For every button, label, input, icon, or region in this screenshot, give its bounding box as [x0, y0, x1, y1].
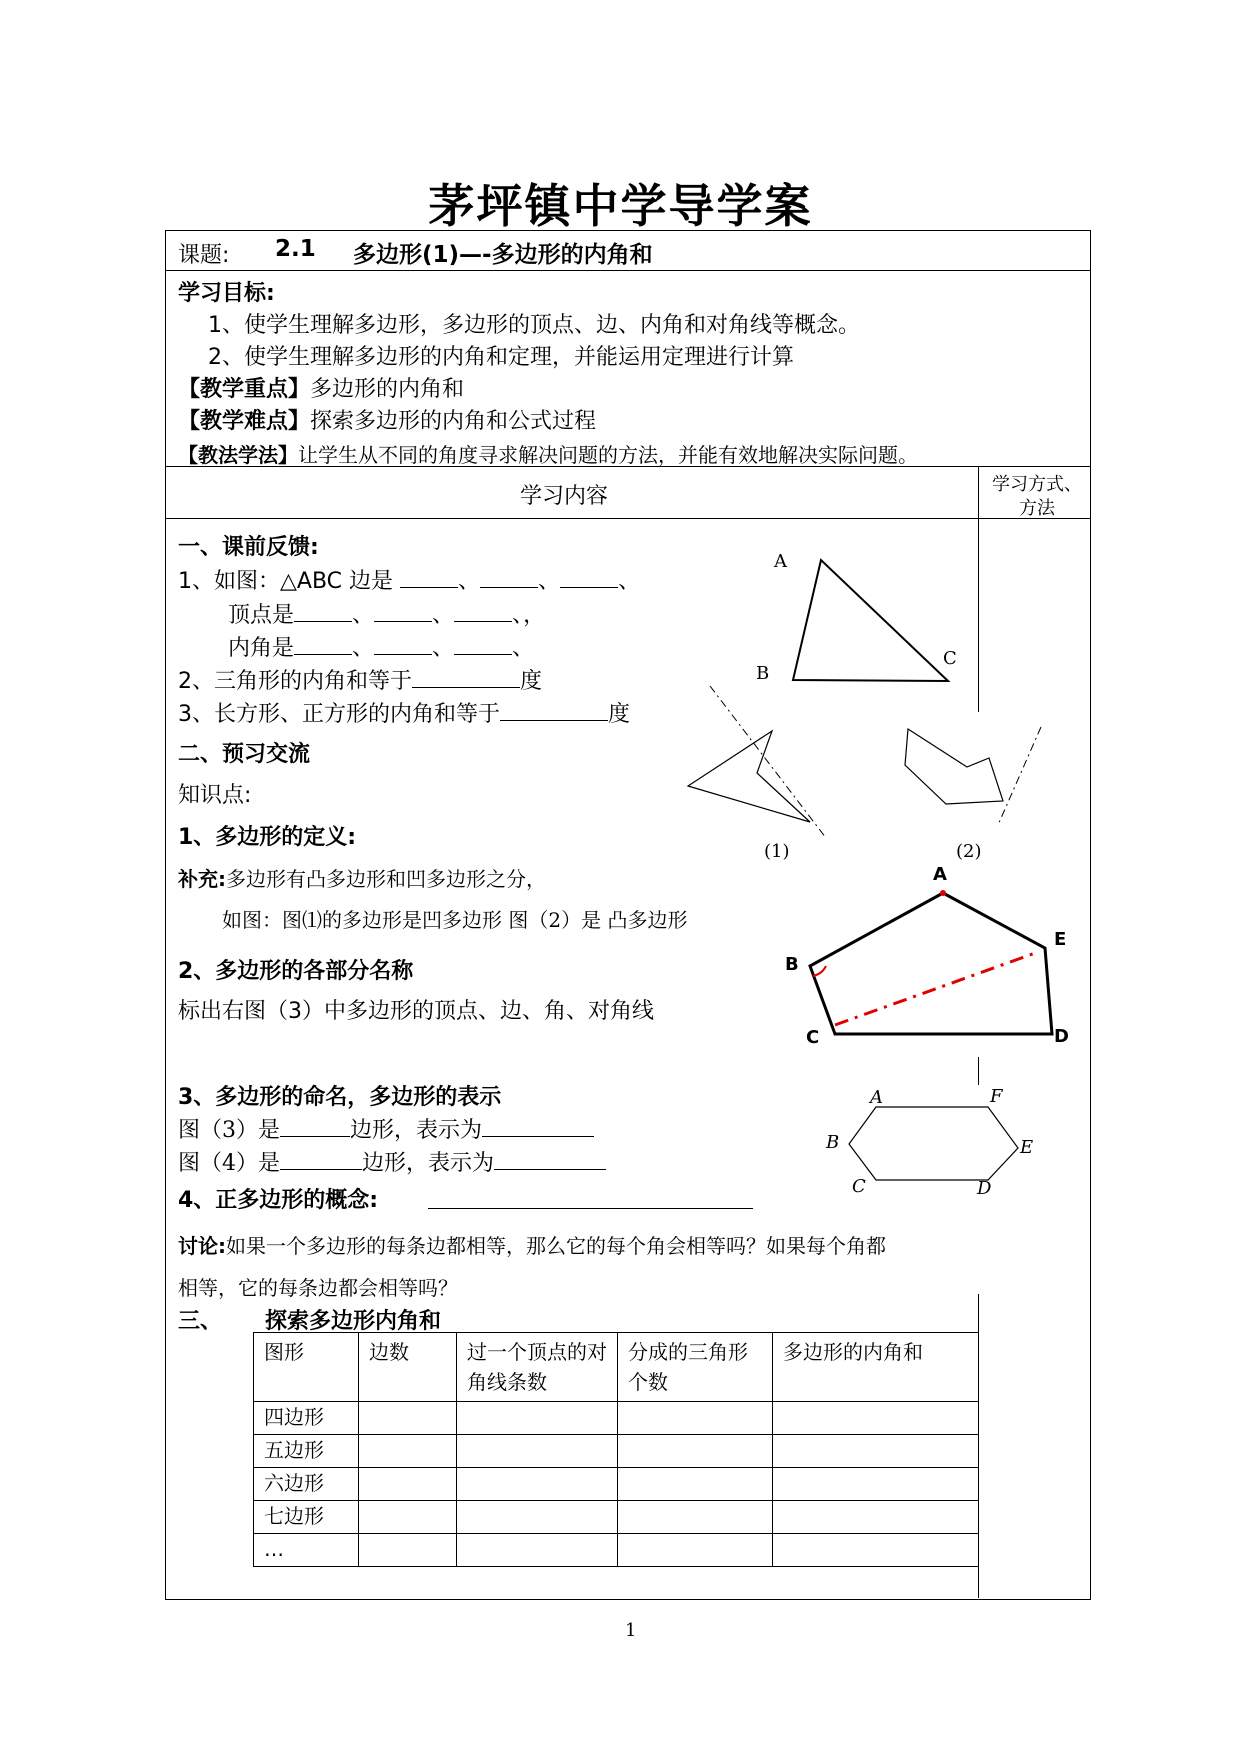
section1-heading: 一、课前反馈:: [178, 535, 319, 560]
fig4-label-a: A: [870, 1087, 883, 1108]
objectives-heading: 学习目标:: [178, 281, 275, 306]
table-row-shape: 七边形: [254, 1501, 359, 1534]
side-header-1: 学习方式、: [992, 474, 1082, 495]
section2-heading: 二、预习交流: [178, 742, 311, 767]
fig3-label-a: A: [933, 864, 947, 885]
discussion-text-2: 相等，它的每条边都会相等吗？: [178, 1276, 458, 1300]
figure-4-hexagon: [849, 1107, 1018, 1180]
q1-sep-1: 、: [458, 569, 481, 594]
naming-1-suffix: 边形，表示为: [350, 1118, 483, 1143]
supplement-text: 多边形有凸多边形和凹多边形之分，: [226, 867, 546, 891]
table-header-shape: 图形: [254, 1333, 359, 1402]
regular-polygon-heading: 4、正多边形的概念:: [178, 1188, 379, 1213]
fig3-label-e: E: [1054, 929, 1067, 950]
supplement-label: 补充:: [178, 867, 226, 891]
triangle-label-c: C: [943, 648, 957, 669]
discussion-text-1: 如果一个多边形的每条边都相等，那么它的每个角会相等吗？如果每个角都: [226, 1234, 886, 1258]
naming-1-prefix: 图（3）是: [178, 1118, 280, 1143]
table-header-triangles: 分成的三角形个数: [618, 1333, 773, 1402]
lesson-name: 多边形(1)—-多边形的内角和: [353, 242, 653, 268]
q1-sep-2: 、: [538, 569, 561, 594]
q1-vertex-sep-3: 、: [512, 603, 524, 628]
method-label: 【教法学法】: [178, 443, 298, 467]
triangle-abc: [793, 560, 948, 681]
parts-task: 标出右图（3）中多边形的顶点、边、角、对角线: [178, 999, 654, 1024]
q3-unit: 度: [608, 702, 631, 727]
q1-angle-sep-3: 、: [512, 636, 535, 661]
method-text: 让学生从不同的角度寻求解决问题的方法，并能有效地解决实际问题。: [298, 443, 918, 467]
triangle-label-a: A: [774, 551, 787, 572]
objective-2: 2、使学生理解多边形的内角和定理，并能运用定理进行计算: [208, 345, 794, 370]
side-header-2: 方法: [1019, 498, 1055, 519]
page-title: 茅坪镇中学导学案: [428, 179, 813, 233]
fig4-label-b: B: [826, 1132, 840, 1153]
naming-2-suffix: 边形，表示为: [362, 1151, 495, 1176]
table-row-shape: 四边形: [254, 1402, 359, 1435]
triangle-label-b: B: [756, 663, 770, 684]
table-row-shape: 六边形: [254, 1468, 359, 1501]
figure-2-convex-polygon: [905, 727, 1041, 825]
parts-heading: 2、多边形的各部分名称: [178, 959, 414, 984]
supplement-example: 如图：图⑴的多边形是凹多边形 图（2）是 凸多边形: [222, 908, 688, 932]
q1-vertex-sep-2: 、: [432, 603, 455, 628]
q1-prefix: 1、如图：: [178, 569, 280, 594]
discussion-label: 讨论:: [178, 1234, 226, 1258]
key-point-label: 【教学重点】: [178, 377, 311, 402]
lesson-label: 课题:: [178, 243, 230, 268]
naming-2-prefix: 图（4）是: [178, 1151, 280, 1176]
content-header: 学习内容: [520, 484, 609, 509]
q3-text: 3、长方形、正方形的内角和等于: [178, 702, 500, 727]
definition-heading: 1、多边形的定义:: [178, 825, 357, 850]
page-number: 1: [625, 1620, 637, 1641]
fig4-label-c: C: [852, 1176, 866, 1197]
table-header-sides: 边数: [359, 1333, 457, 1402]
key-point-text: 多边形的内角和: [310, 377, 465, 402]
naming-heading: 3、多边形的命名，多边形的表示: [178, 1085, 502, 1110]
q1-vertex-sep-1: 、: [352, 603, 375, 628]
q1-sep-3: 、: [618, 569, 641, 594]
figure-1-concave-polygon: [688, 686, 826, 838]
section3-heading: 探索多边形内角和: [265, 1309, 442, 1334]
difficulty-label: 【教学难点】: [178, 409, 311, 434]
q2-text: 2、三角形的内角和等于: [178, 669, 412, 694]
fig3-label-c: C: [806, 1027, 820, 1048]
q1-triangle: △ABC 边是: [280, 569, 394, 594]
table-header-diagonals: 过一个顶点的对角线条数: [457, 1333, 618, 1402]
q1-angle-sep-2: 、: [432, 636, 455, 661]
fig4-label-e: E: [1020, 1137, 1034, 1158]
q1-angle-sep-1: 、: [352, 636, 375, 661]
fig4-label-d: D: [977, 1178, 992, 1199]
figure-1-label: (1): [764, 841, 790, 862]
difficulty-text: 探索多边形的内角和公式过程: [310, 409, 597, 434]
q1-vertex-comma: ，: [523, 603, 546, 628]
table-row-shape: 五边形: [254, 1435, 359, 1468]
q2-unit: 度: [520, 669, 543, 694]
knowledge-label: 知识点:: [178, 783, 252, 808]
figure-2-label: (2): [956, 841, 982, 862]
figure-3-pentagon: [810, 890, 1052, 1034]
objective-1: 1、使学生理解多边形，多边形的顶点、边、内角和对角线等概念。: [208, 313, 860, 338]
lesson-number: 2.1: [275, 236, 316, 262]
table-header-angle-sum: 多边形的内角和: [773, 1333, 979, 1402]
fig3-label-d: D: [1054, 1026, 1069, 1047]
q1-angle-label: 内角是: [228, 636, 295, 661]
fig4-label-f: F: [990, 1086, 1003, 1107]
section3-number: 三、: [178, 1309, 223, 1334]
q1-vertex-label: 顶点是: [228, 603, 295, 628]
table-row-shape: …: [254, 1534, 359, 1567]
fig3-label-b: B: [785, 954, 799, 975]
